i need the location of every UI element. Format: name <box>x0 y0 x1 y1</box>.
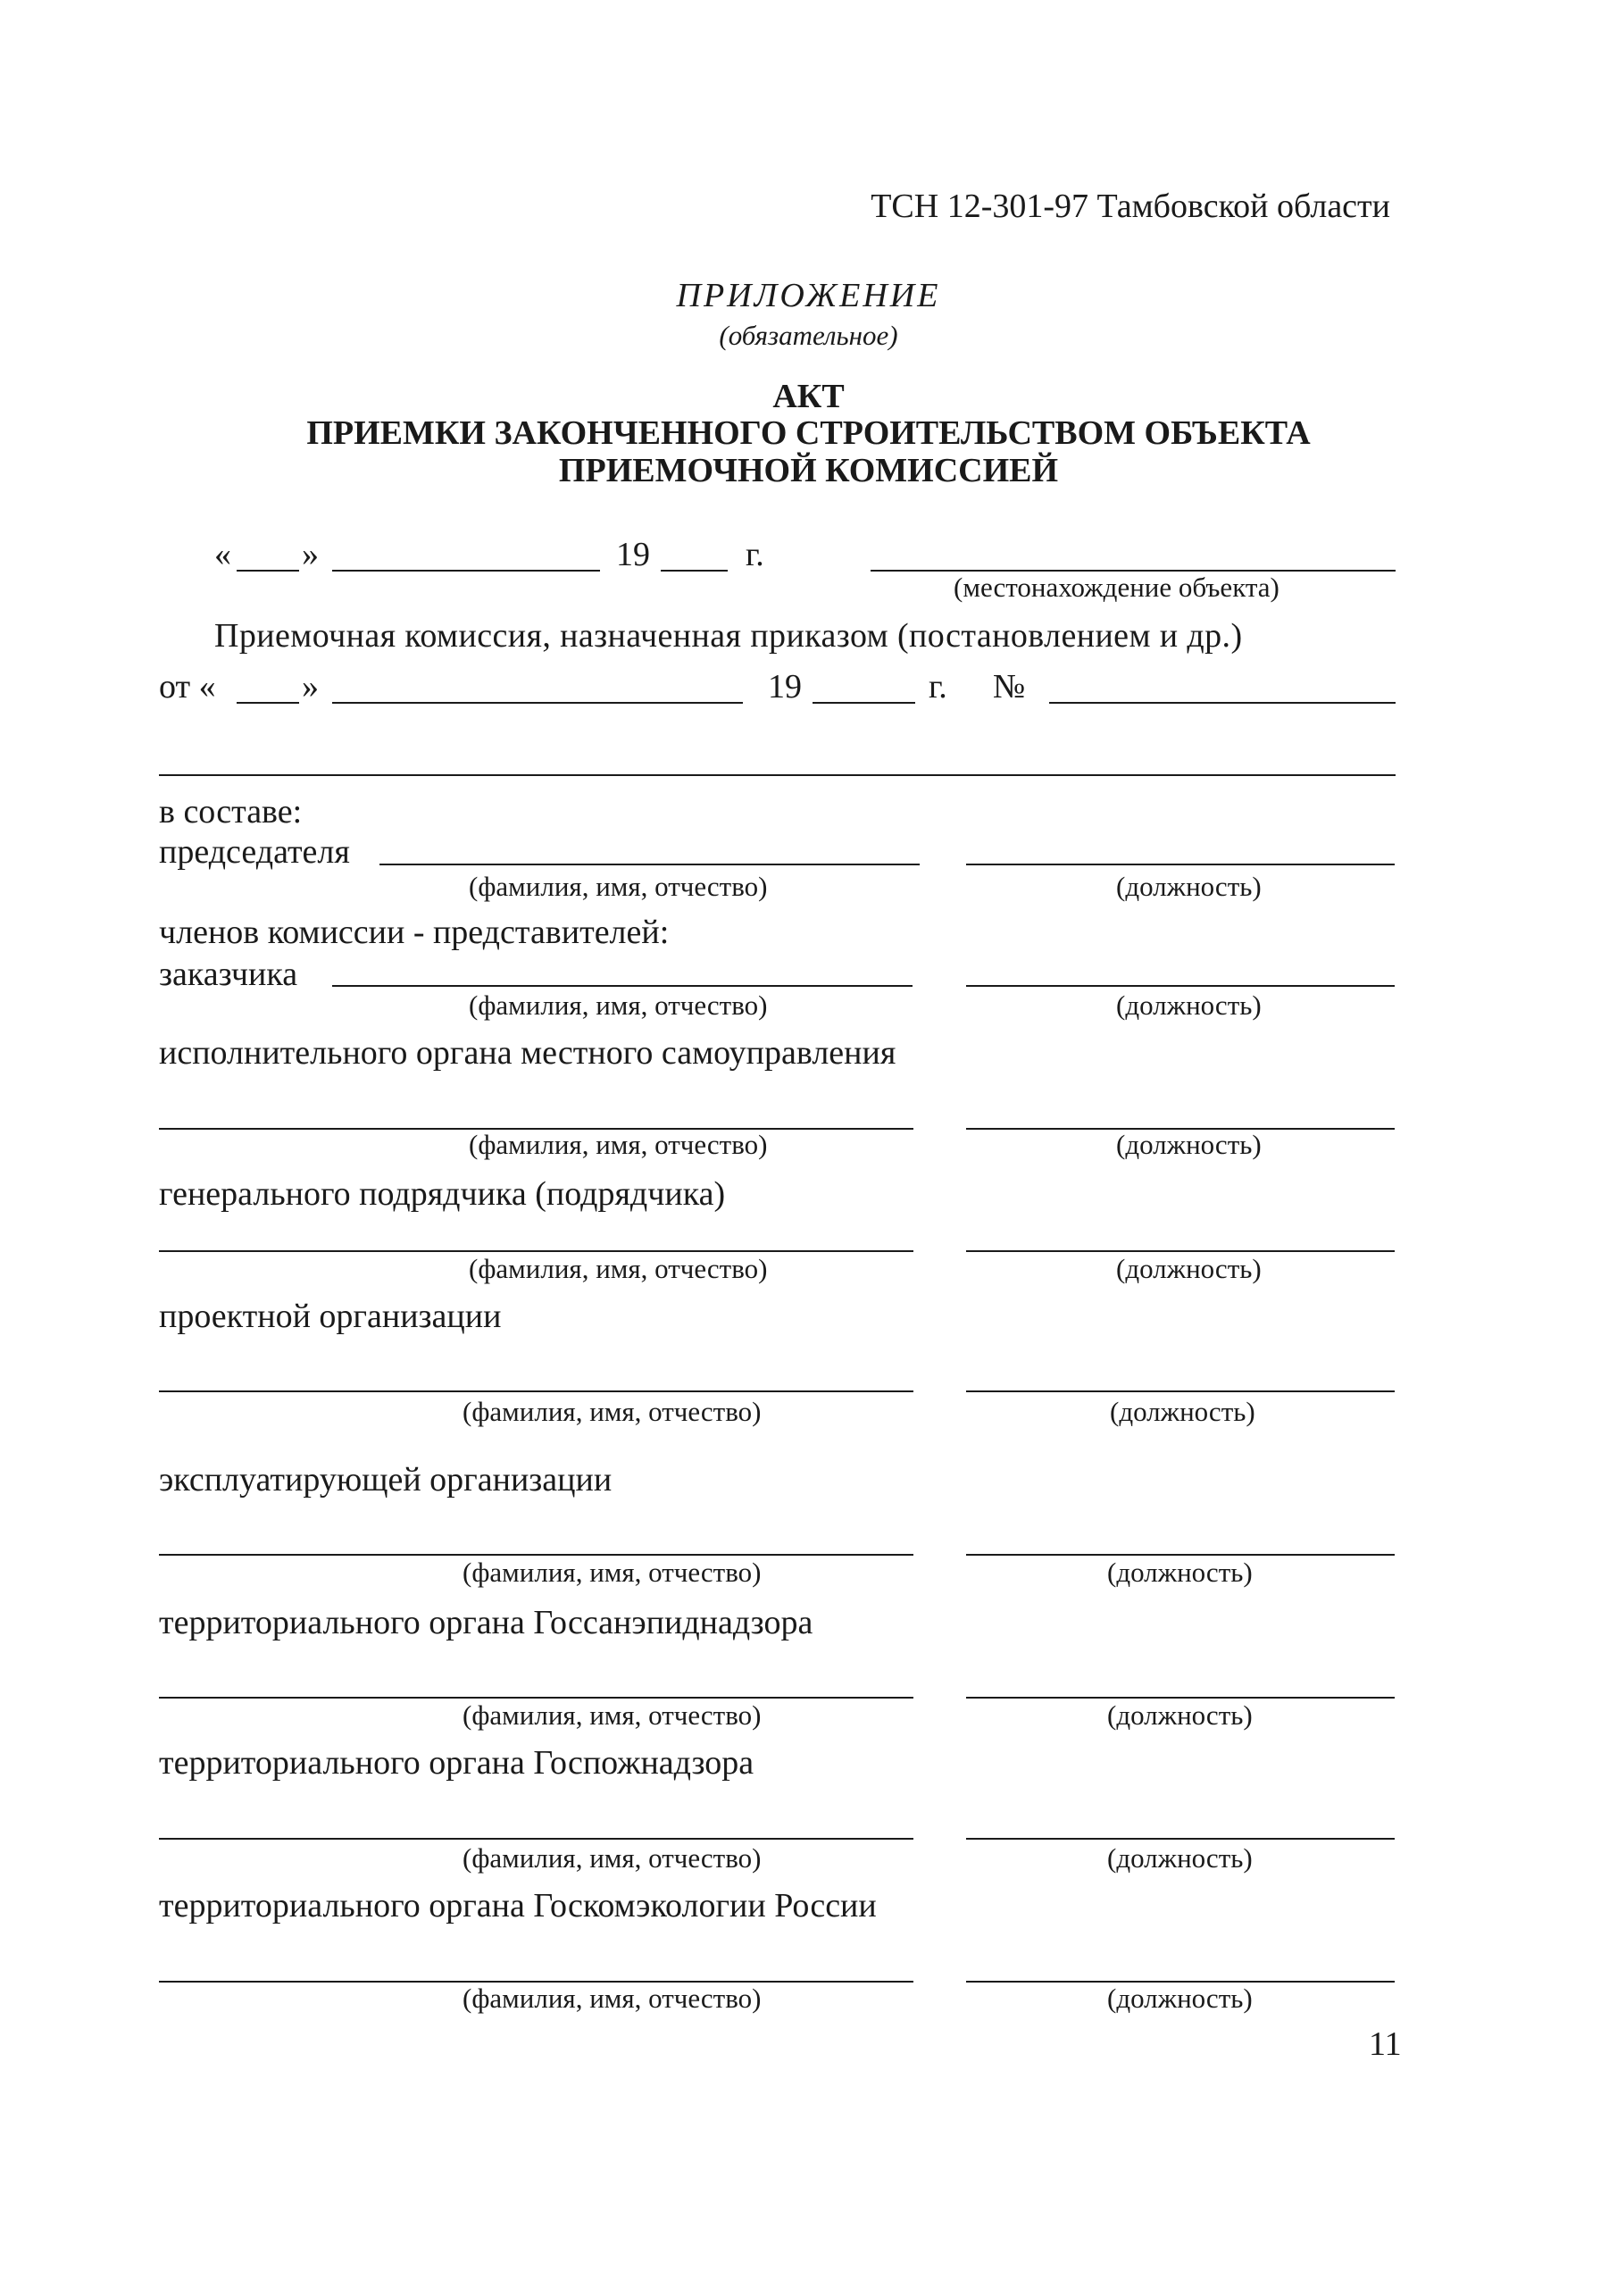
day-field[interactable] <box>237 570 299 572</box>
commission-year-prefix: 19 <box>768 668 802 705</box>
name-caption: (фамилия, имя, отчество) <box>463 1842 762 1874</box>
date-year-suffix: г. <box>746 536 764 573</box>
name-caption: (фамилия, имя, отчество) <box>463 1557 762 1588</box>
name-caption: (фамилия, имя, отчество) <box>463 1396 762 1427</box>
chairman-label: председателя <box>159 833 350 871</box>
customer-label: заказчика <box>159 956 298 993</box>
section-position-field[interactable] <box>966 1390 1395 1392</box>
position-caption: (должность) <box>1116 871 1262 902</box>
order-number-field[interactable] <box>1049 702 1396 704</box>
order-year-field[interactable] <box>813 702 915 704</box>
name-caption: (фамилия, имя, отчество) <box>463 1983 762 2014</box>
position-caption: (должность) <box>1107 1842 1253 1874</box>
section-label: генерального подрядчика (подрядчика) <box>159 1175 726 1213</box>
position-caption: (должность) <box>1107 1557 1253 1588</box>
document-reference: ТСН 12-301-97 Тамбовской области <box>871 188 1390 225</box>
customer-name-field[interactable] <box>332 985 913 987</box>
customer-position-field[interactable] <box>966 985 1395 987</box>
position-caption: (должность) <box>1116 1253 1262 1284</box>
members-label: членов комиссии - представителей: <box>159 914 670 951</box>
act-title-line2: ПРИЕМКИ ЗАКОНЧЕННОГО СТРОИТЕЛЬСТВОМ ОБЪЕКТА <box>306 414 1311 452</box>
month-field[interactable] <box>332 570 600 572</box>
name-caption: (фамилия, имя, отчество) <box>469 989 768 1021</box>
name-caption: (фамилия, имя, отчество) <box>463 1699 762 1731</box>
date-quote-open: « <box>214 536 231 573</box>
section-label: эксплуатирующей организации <box>159 1461 613 1499</box>
section-name-field[interactable] <box>159 1697 913 1699</box>
position-caption: (должность) <box>1110 1396 1255 1427</box>
appendix-subtitle: (обязательное) <box>719 320 898 351</box>
position-caption: (должность) <box>1107 1699 1253 1731</box>
section-name-field[interactable] <box>159 1390 913 1392</box>
act-title: АКТ <box>772 378 845 415</box>
name-caption: (фамилия, имя, отчество) <box>469 871 768 902</box>
page-number: 11 <box>1369 2025 1402 2063</box>
position-caption: (должность) <box>1107 1983 1253 2014</box>
year-field[interactable] <box>661 570 728 572</box>
act-title-line3: ПРИЕМОЧНОЙ КОМИССИЕЙ <box>558 452 1059 489</box>
location-caption: (местонахождение объекта) <box>954 572 1279 603</box>
section-position-field[interactable] <box>966 1697 1395 1699</box>
position-caption: (должность) <box>1116 989 1262 1021</box>
chairman-position-field[interactable] <box>966 864 1395 865</box>
section-label: территориального органа Госсанэпиднадзора <box>159 1604 813 1641</box>
position-caption: (должность) <box>1116 1129 1262 1160</box>
section-label: исполнительного органа местного самоуправления <box>159 1034 896 1072</box>
date-year-prefix: 19 <box>616 536 650 573</box>
section-label: территориального органа Госпожнадзора <box>159 1744 754 1782</box>
section-position-field[interactable] <box>966 1250 1395 1252</box>
section-name-field[interactable] <box>159 1838 913 1840</box>
order-details-field[interactable] <box>159 774 1396 776</box>
order-day-field[interactable] <box>237 702 299 704</box>
section-name-field[interactable] <box>159 1250 913 1252</box>
number-sign: № <box>993 668 1026 705</box>
date-quote-close: » <box>302 536 319 573</box>
section-label: территориального органа Госкомэкологии России <box>159 1887 877 1924</box>
commission-year-suffix: г. <box>929 668 947 705</box>
section-name-field[interactable] <box>159 1554 913 1556</box>
appendix-title: ПРИЛОЖЕНИЕ <box>676 277 941 314</box>
section-position-field[interactable] <box>966 1554 1395 1556</box>
chairman-name-field[interactable] <box>379 864 920 865</box>
composition-label: в составе: <box>159 793 303 831</box>
section-label: проектной организации <box>159 1298 502 1335</box>
commission-from-label: от « <box>159 668 216 705</box>
section-position-field[interactable] <box>966 1838 1395 1840</box>
order-month-field[interactable] <box>332 702 743 704</box>
commission-quote-close: » <box>302 668 319 705</box>
name-caption: (фамилия, имя, отчество) <box>469 1253 768 1284</box>
name-caption: (фамилия, имя, отчество) <box>469 1129 768 1160</box>
commission-intro: Приемочная комиссия, назначенная приказом (постановлением и др.) <box>214 617 1243 655</box>
